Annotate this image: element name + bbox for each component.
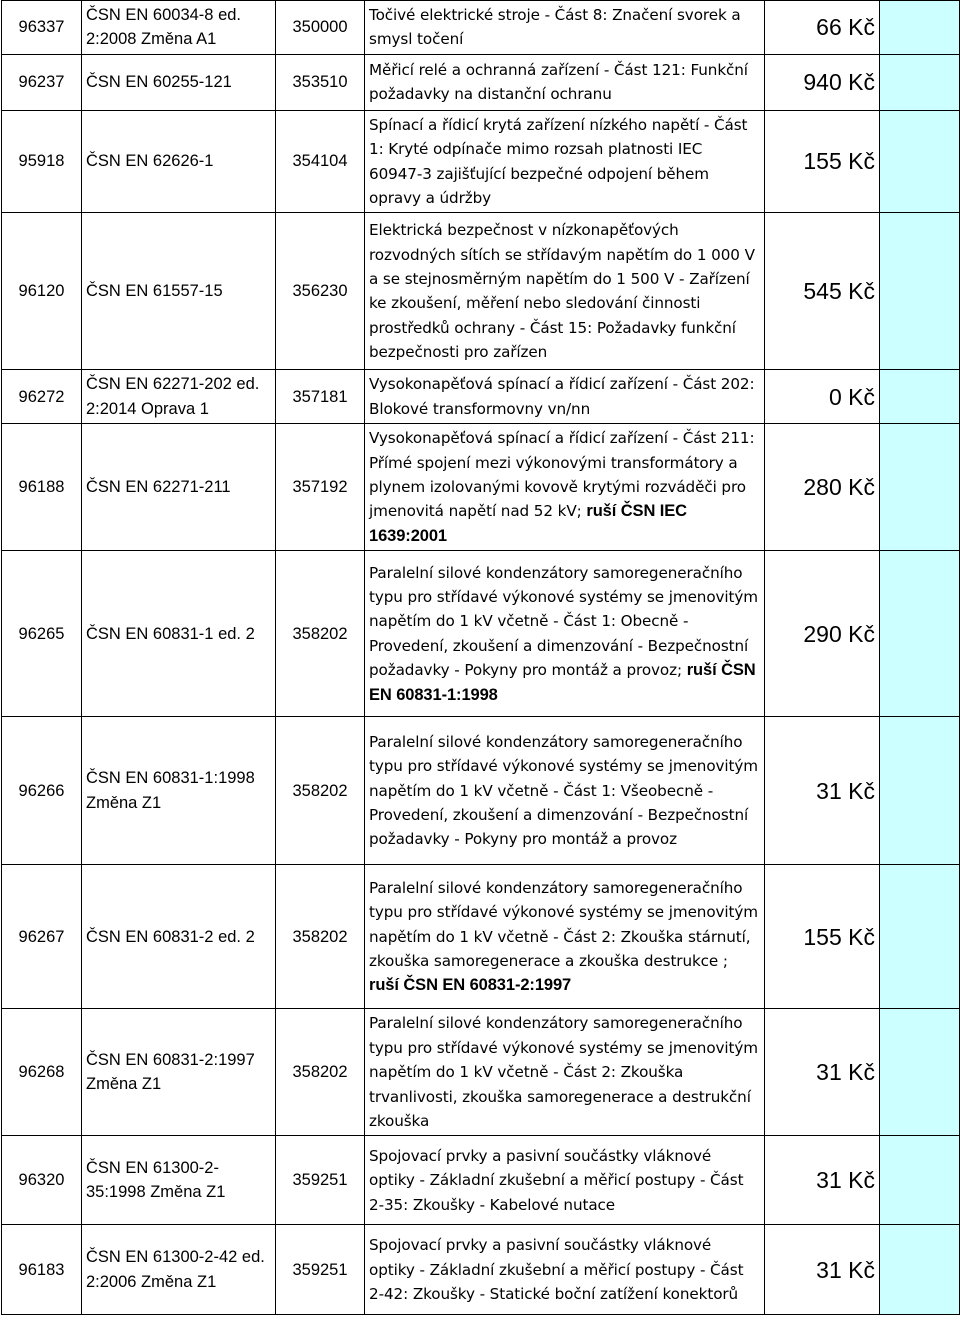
classification-cell: 354104 (276, 110, 365, 213)
title-text: Paralelní silové kondenzátory samoregeneračního typu pro střídavé výkonové systémy se jmenovitým napětím do 1 kV včetně - Část 1: Obecně - Provedení, zkoušení a dimenzování - Bezpečnostní požadavky - Pokyny pro montáž a provoz; (369, 563, 758, 680)
order-quantity-cell[interactable] (880, 717, 960, 865)
catalog-number-cell: 96237 (2, 54, 82, 110)
price-cell: 0 Kč (765, 370, 880, 424)
order-quantity-cell[interactable] (880, 110, 960, 213)
order-quantity-cell[interactable] (880, 865, 960, 1009)
price-cell: 66 Kč (765, 1, 880, 55)
classification-cell: 357181 (276, 370, 365, 424)
price-cell: 940 Kč (765, 54, 880, 110)
order-quantity-cell[interactable] (880, 551, 960, 717)
order-quantity-cell[interactable] (880, 424, 960, 551)
price-cell: 545 Kč (765, 213, 880, 370)
standard-title-cell (365, 1, 765, 55)
title-text: Spojovací prvky a pasivní součástky vláknové optiky - Základní zkušební a měřicí postupy - Část 2-35: Zkoušky - Kabelové nutace (369, 1146, 744, 1214)
table-row (2, 110, 960, 213)
order-quantity-cell[interactable] (880, 1009, 960, 1136)
table-row (2, 213, 960, 370)
standard-code-cell: ČSN EN 61300-2-42 ed. 2:2006 Změna Z1 (82, 1225, 276, 1315)
standard-title-cell (365, 110, 765, 213)
standard-code-cell: ČSN EN 62271-211 (82, 424, 276, 551)
catalog-number-cell: 96120 (2, 213, 82, 370)
order-quantity-cell[interactable] (880, 370, 960, 424)
classification-cell: 358202 (276, 551, 365, 717)
standard-title-cell (365, 1009, 765, 1136)
catalog-number-cell: 96320 (2, 1136, 82, 1225)
standard-title-cell (365, 865, 765, 1009)
price-cell: 155 Kč (765, 865, 880, 1009)
order-quantity-cell[interactable] (880, 1225, 960, 1315)
title-text: Paralelní silové kondenzátory samoregeneračního typu pro střídavé výkonové systémy se jmenovitým napětím do 1 kV včetně - Část 2: Zkouška trvanlivosti, zkouška samoregenerace a destrukční zkouška (369, 1014, 758, 1130)
price-cell: 31 Kč (765, 1009, 880, 1136)
standard-code-cell: ČSN EN 61557-15 (82, 213, 276, 370)
table-row (2, 1009, 960, 1136)
standard-title-cell (365, 1136, 765, 1225)
title-text: Vysokonapěťová spínací a řídicí zařízení - Část 211: Přímé spojení mezi výkonovými transformátory a plynem izolovanými kovově krytými rozváděči pro jmenovitá napětí nad 52 kV; (369, 429, 755, 521)
title-text: Paralelní silové kondenzátory samoregeneračního typu pro střídavé výkonové systémy se jmenovitým napětím do 1 kV včetně - Část 1: Všeobecně - Provedení, zkoušení a dimenzování - Bezpečnostní požadavky - Pokyny pro montáž a provoz (369, 732, 758, 849)
classification-cell: 358202 (276, 1009, 365, 1136)
table-row (2, 1, 960, 55)
table-row (2, 1225, 960, 1315)
price-cell: 290 Kč (765, 551, 880, 717)
table-row (2, 717, 960, 865)
standard-code-cell: ČSN EN 61300-2-35:1998 Změna Z1 (82, 1136, 276, 1225)
standards-price-table (1, 0, 960, 1315)
order-quantity-cell[interactable] (880, 54, 960, 110)
price-cell: 280 Kč (765, 424, 880, 551)
order-quantity-cell[interactable] (880, 213, 960, 370)
standard-title-cell (365, 717, 765, 865)
standard-code-cell: ČSN EN 60831-2:1997 Změna Z1 (82, 1009, 276, 1136)
classification-cell: 358202 (276, 865, 365, 1009)
standard-title-cell (365, 424, 765, 551)
catalog-number-cell: 96272 (2, 370, 82, 424)
classification-cell: 359251 (276, 1136, 365, 1225)
classification-cell: 357192 (276, 424, 365, 551)
price-cell: 31 Kč (765, 1136, 880, 1225)
catalog-number-cell: 96188 (2, 424, 82, 551)
catalog-number-cell: 96267 (2, 865, 82, 1009)
standard-code-cell: ČSN EN 60831-1:1998 Změna Z1 (82, 717, 276, 865)
catalog-number-cell: 95918 (2, 110, 82, 213)
classification-cell: 350000 (276, 1, 365, 55)
table-row (2, 424, 960, 551)
title-text: Vysokonapěťová spínací a řídicí zařízení - Část 202: Blokové transformovny vn/nn (369, 375, 755, 418)
title-text: Paralelní silové kondenzátory samoregeneračního typu pro střídavé výkonové systémy se jmenovitým napětím do 1 kV včetně - Část 2: Zkouška stárnutí, zkouška samoregenerace a zkouška destrukce ; (369, 878, 758, 970)
catalog-number-cell: 96337 (2, 1, 82, 55)
title-text: Točivé elektrické stroje - Část 8: Značení svorek a smysl točení (369, 6, 741, 49)
order-quantity-cell[interactable] (880, 1, 960, 55)
standard-code-cell: ČSN EN 60255-121 (82, 54, 276, 110)
classification-cell: 353510 (276, 54, 365, 110)
standard-code-cell: ČSN EN 62271-202 ed. 2:2014 Oprava 1 (82, 370, 276, 424)
replaces-note: ruší ČSN EN 60831-1:1998 (369, 661, 756, 704)
price-cell: 31 Kč (765, 1225, 880, 1315)
table-row (2, 551, 960, 717)
classification-cell: 358202 (276, 717, 365, 865)
standard-code-cell: ČSN EN 60034-8 ed. 2:2008 Změna A1 (82, 1, 276, 55)
price-cell: 155 Kč (765, 110, 880, 213)
table-body (2, 1, 960, 1315)
standard-code-cell: ČSN EN 62626-1 (82, 110, 276, 213)
table-row (2, 1136, 960, 1225)
standard-title-cell (365, 551, 765, 717)
replaces-note: ruší ČSN EN 60831-2:1997 (369, 976, 572, 995)
standard-title-cell (365, 213, 765, 370)
title-text: Spínací a řídicí krytá zařízení nízkého napětí - Část 1: Kryté odpínače mimo rozsah platnosti IEC 60947-3 zajišťující bezpečné odpojení během opravy a údržby (369, 115, 748, 208)
replaces-note: ruší ČSN IEC 1639:2001 (369, 502, 687, 545)
standard-title-cell (365, 1225, 765, 1315)
catalog-number-cell: 96183 (2, 1225, 82, 1315)
standard-title-cell (365, 370, 765, 424)
price-cell: 31 Kč (765, 717, 880, 865)
table-row (2, 54, 960, 110)
title-text: Měřicí relé a ochranná zařízení - Část 121: Funkční požadavky na distanční ochranu (369, 60, 748, 104)
classification-cell: 359251 (276, 1225, 365, 1315)
standard-code-cell: ČSN EN 60831-2 ed. 2 (82, 865, 276, 1009)
table-row (2, 370, 960, 424)
standard-code-cell: ČSN EN 60831-1 ed. 2 (82, 551, 276, 717)
table-row (2, 865, 960, 1009)
standard-title-cell (365, 54, 765, 110)
order-quantity-cell[interactable] (880, 1136, 960, 1225)
classification-cell: 356230 (276, 213, 365, 370)
title-text: Elektrická bezpečnost v nízkonapěťových rozvodných sítích se střídavým napětím do 1 000 V a se stejnosměrným napětím do 1 500 V - Zařízení ke zkoušení, měření nebo sledování činnosti prostředků ochrany - Část 15: Požadavky funkční bezpečnosti pro zařízen (369, 221, 755, 362)
title-text: Spojovací prvky a pasivní součástky vláknové optiky - Základní zkušební a měřicí postupy - Část 2-42: Zkoušky - Statické boční zatížení konektorů (369, 1236, 744, 1304)
catalog-number-cell: 96265 (2, 551, 82, 717)
catalog-number-cell: 96268 (2, 1009, 82, 1136)
catalog-number-cell: 96266 (2, 717, 82, 865)
